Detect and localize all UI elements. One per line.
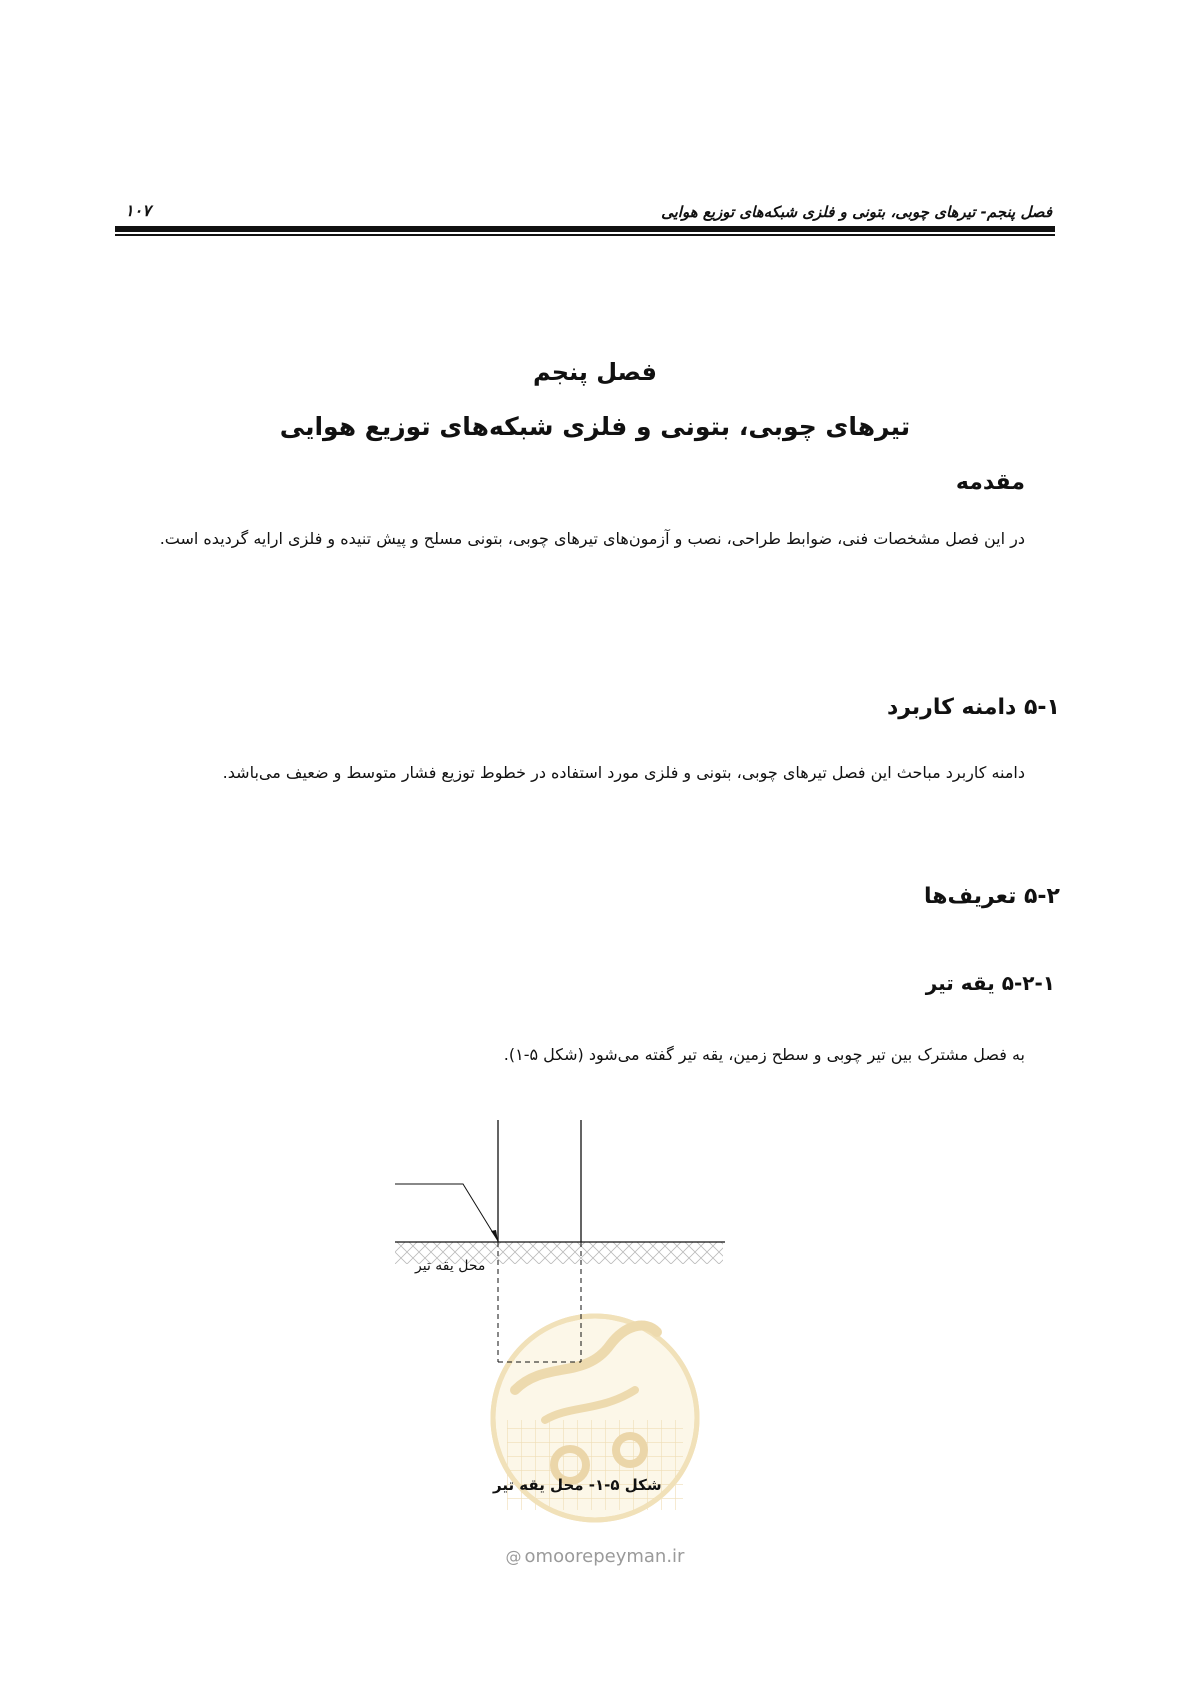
at-icon: @ xyxy=(505,1547,522,1566)
intro-paragraph: در این فصل مشخصات فنی، ضوابط طراحی، نصب و آزمون‌های تیرهای چوبی، بتونی مسلح و پیش تنیده و فلزی ارایه گردیده است. xyxy=(159,529,1025,548)
section-scope-paragraph: دامنه کاربرد مباحث این فصل تیرهای چوبی، بتونی و فلزی مورد استفاده در خطوط توزیع فشار متوسط و ضعیف می‌باشد. xyxy=(222,763,1025,782)
subsection-pole-collar-heading: ۵-۲-۱ یقه تیر xyxy=(925,971,1055,995)
chapter-title: تیرهای چوبی، بتونی و فلزی شبکه‌های توزیع هوایی xyxy=(279,412,911,441)
watermark-site-text: omoorepeyman.ir xyxy=(524,1546,685,1567)
pole-collar-figure xyxy=(395,1120,795,1540)
section-scope-heading: ۵-۱ دامنه کاربرد xyxy=(886,695,1060,720)
leader-arrowhead xyxy=(491,1230,498,1241)
running-header-title: فصل پنجم- تیرهای چوبی، بتونی و فلزی شبکه‌های توزیع هوایی xyxy=(661,203,1052,221)
page-number: ۱۰۷ xyxy=(125,201,151,220)
subsection-pole-collar-paragraph: به فصل مشترک بین تیر چوبی و سطح زمین، یقه تیر گفته می‌شود (شکل ۵-۱). xyxy=(503,1045,1025,1064)
leader-line xyxy=(395,1184,498,1241)
watermark-site xyxy=(0,1546,1190,1567)
header-rule-thick xyxy=(115,226,1055,232)
header-rule-thin xyxy=(115,234,1055,236)
chapter-label: فصل پنجم xyxy=(532,358,658,386)
section-definitions-heading: ۵-۲ تعریف‌ها xyxy=(924,884,1060,909)
figure-label: محل یقه تیر xyxy=(415,1258,486,1274)
figure-caption: شکل ۵-۱- محل یقه تیر xyxy=(493,1476,662,1494)
intro-heading: مقدمه xyxy=(955,470,1025,495)
